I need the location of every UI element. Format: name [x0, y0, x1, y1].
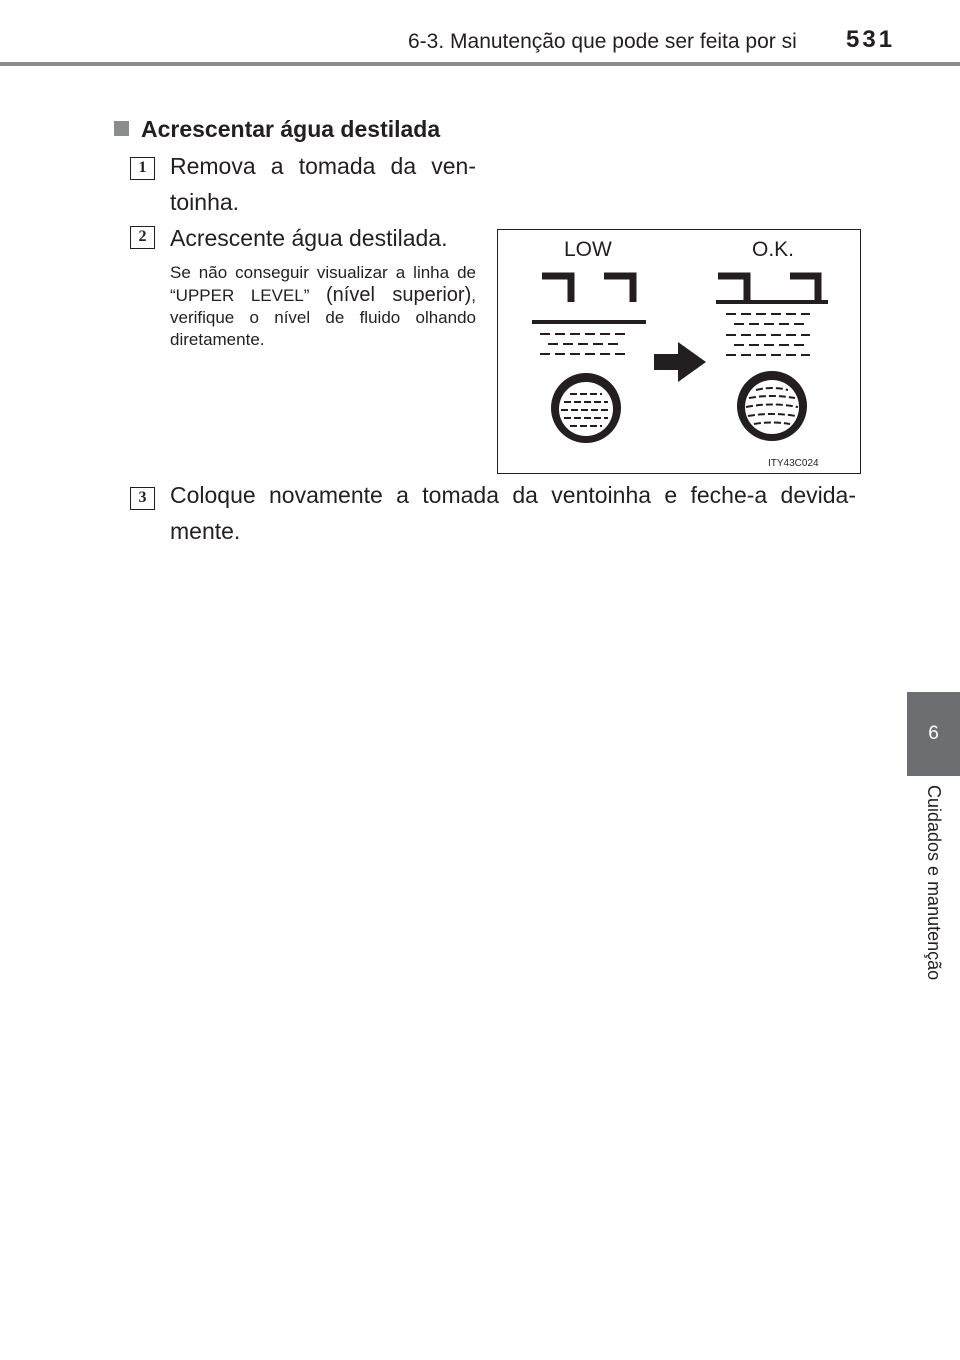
chapter-number: 6 — [928, 723, 939, 744]
arrow-right-icon — [654, 342, 706, 382]
step-1-line-2: toinha. — [170, 189, 240, 215]
ok-view-circle-icon — [737, 371, 807, 441]
chapter-title: Cuidados e manutenção — [924, 785, 944, 981]
step-3-text — [170, 477, 856, 549]
section-heading-text: Acrescentar água destilada — [141, 116, 441, 142]
step-2-text: Acrescente água destilada. — [170, 225, 448, 251]
fluid-level-illustration — [498, 230, 862, 475]
step-3-badge: 3 — [130, 487, 155, 510]
page-number: 531 — [846, 26, 896, 53]
step-3-line-1: Coloque novamente a tomada da ventoinha e feche-a devida- — [170, 482, 856, 508]
running-header-title: 6-3. Manutenção que pode ser feita por si — [408, 30, 797, 53]
step-1-text — [170, 148, 476, 220]
step-2-badge: 2 — [130, 226, 155, 249]
section-heading — [114, 116, 440, 143]
step-1-badge: 1 — [130, 157, 155, 180]
ok-right-wall-icon — [790, 276, 818, 302]
figure-code: ITY43C024 — [768, 458, 819, 469]
note-part-2: (nível superior) — [326, 284, 472, 306]
low-left-wall-icon — [542, 276, 571, 302]
step-2-note — [170, 262, 476, 351]
fluid-level-figure — [497, 229, 861, 474]
chapter-tab — [907, 692, 960, 776]
low-label: LOW — [564, 238, 612, 261]
note-part-1: Se não conseguir visualizar a linha de “UPPER LEVEL” — [170, 263, 476, 305]
step-3-line-2: mente. — [170, 518, 241, 544]
low-view-circle-icon — [551, 373, 621, 443]
heading-bullet-icon — [114, 121, 129, 136]
step-1-line-1: Remova a tomada da ven- — [170, 153, 476, 179]
header-divider — [0, 62, 960, 66]
low-right-wall-icon — [604, 276, 633, 302]
ok-label: O.K. — [752, 238, 795, 261]
ok-left-wall-icon — [718, 276, 747, 302]
note-part-3: , verifique o nível de fluido olhando diretamente. — [170, 286, 476, 349]
